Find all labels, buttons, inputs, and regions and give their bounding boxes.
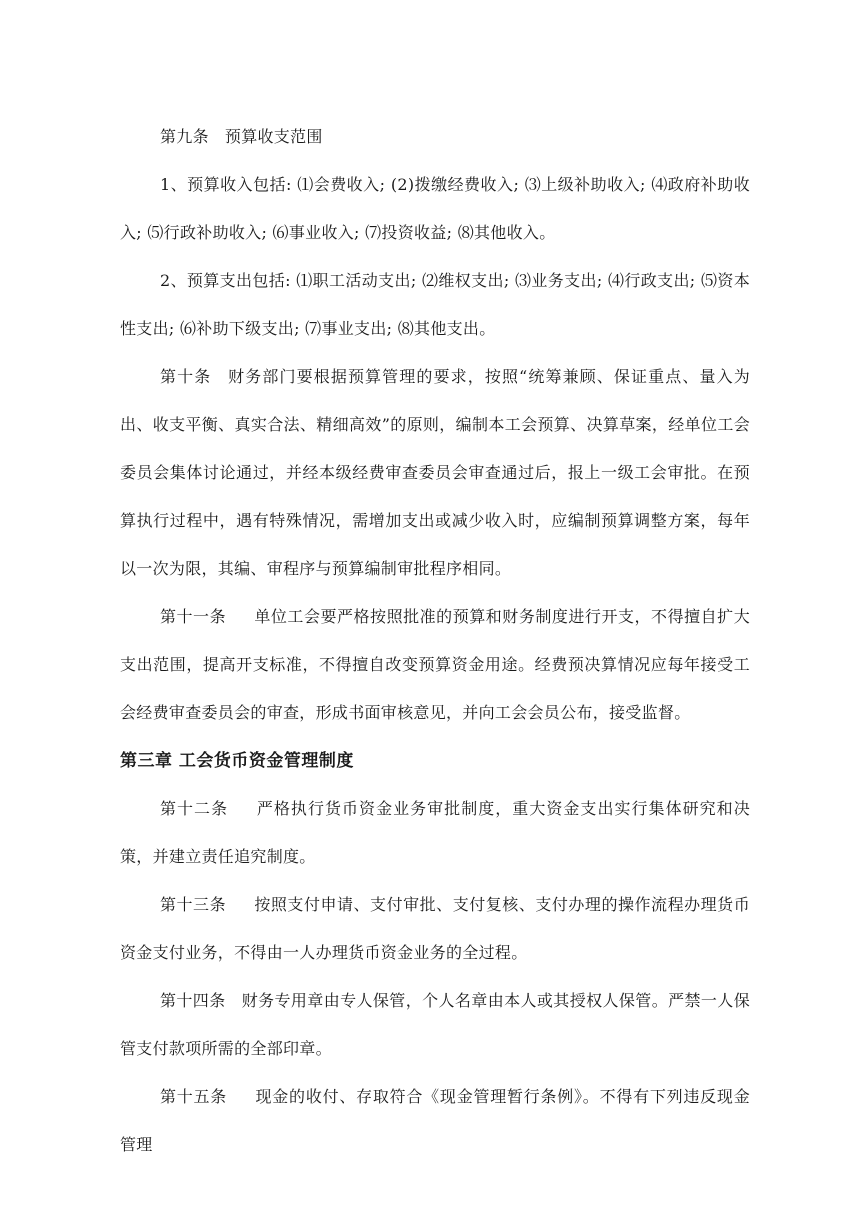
article-9 [120,113,750,161]
article-13 [120,881,750,977]
article-15-label: 第十五条 [160,1087,228,1106]
article-11-text: 单位工会要严格按照批准的预算和财务制度进行开支，不得擅自扩大支出范围，提高开支标准，不得擅自改变预算资金用途。经费预决算情况应每年接受工会经费审查委员会的审查，形成书面审核意见，并向工会会员公布，接受监督。 [120,607,750,722]
article-9-item-1 [120,161,750,257]
article-11 [120,593,750,737]
article-12-text: 严格执行货币资金业务审批制度，重大资金支出实行集体研究和决策，并建立责任追究制度。 [120,799,750,866]
article-14-label: 第十四条 [160,991,226,1010]
article-9-text: 预算收支范围 [224,127,323,146]
article-14-text: 财务专用章由专人保管，个人名章由本人或其授权人保管。严禁一人保管支付款项所需的全部印章。 [120,991,750,1058]
article-13-text: 按照支付申请、支付审批、支付复核、支付办理的操作流程办理货币资金支付业务，不得由一人办理货币资金业务的全过程。 [120,895,750,962]
budget-income-text: 1、预算收入包括: ⑴会费收入; (2)拨缴经费收入; ⑶上级补助收入; ⑷政府补助收入; ⑸行政补助收入; ⑹事业收入; ⑺投资收益; ⑻其他收入。 [120,175,750,242]
article-15-text: 现金的收付、存取符合《现金管理暂行条例》。不得有下列违反现金管理 [120,1087,750,1154]
article-10-label: 第十条 [160,367,212,386]
document-body [120,113,750,1169]
article-12-label: 第十二条 [160,799,229,818]
budget-expense-text: 2、预算支出包括: ⑴职工活动支出; ⑵维权支出; ⑶业务支出; ⑷行政支出; ⑸资本性支出; ⑹补助下级支出; ⑺事业支出; ⑻其他支出。 [120,271,750,338]
article-12 [120,785,750,881]
article-10-text: 财务部门要根据预算管理的要求，按照“统筹兼顾、保证重点、量入为出、收支平衡、真实合法、精细高效”的原则，编制本工会预算、决算草案，经单位工会委员会集体讨论通过，并经本级经费审查委员会审查通过后，报上一级工会审批。在预算执行过程中，遇有特殊情况，需增加支出或减少收入时，应编制预算调整方案，每年以一次为限，其编、审程序与预算编制审批程序相同。 [120,367,750,578]
article-10 [120,353,750,593]
article-9-label: 第九条 [160,127,209,146]
article-14 [120,977,750,1073]
article-9-item-2 [120,257,750,353]
article-11-label: 第十一条 [160,607,227,626]
article-15 [120,1073,750,1169]
chapter-3-heading: 第三章 工会货币资金管理制度 [120,751,354,771]
article-13-label: 第十三条 [160,895,227,914]
